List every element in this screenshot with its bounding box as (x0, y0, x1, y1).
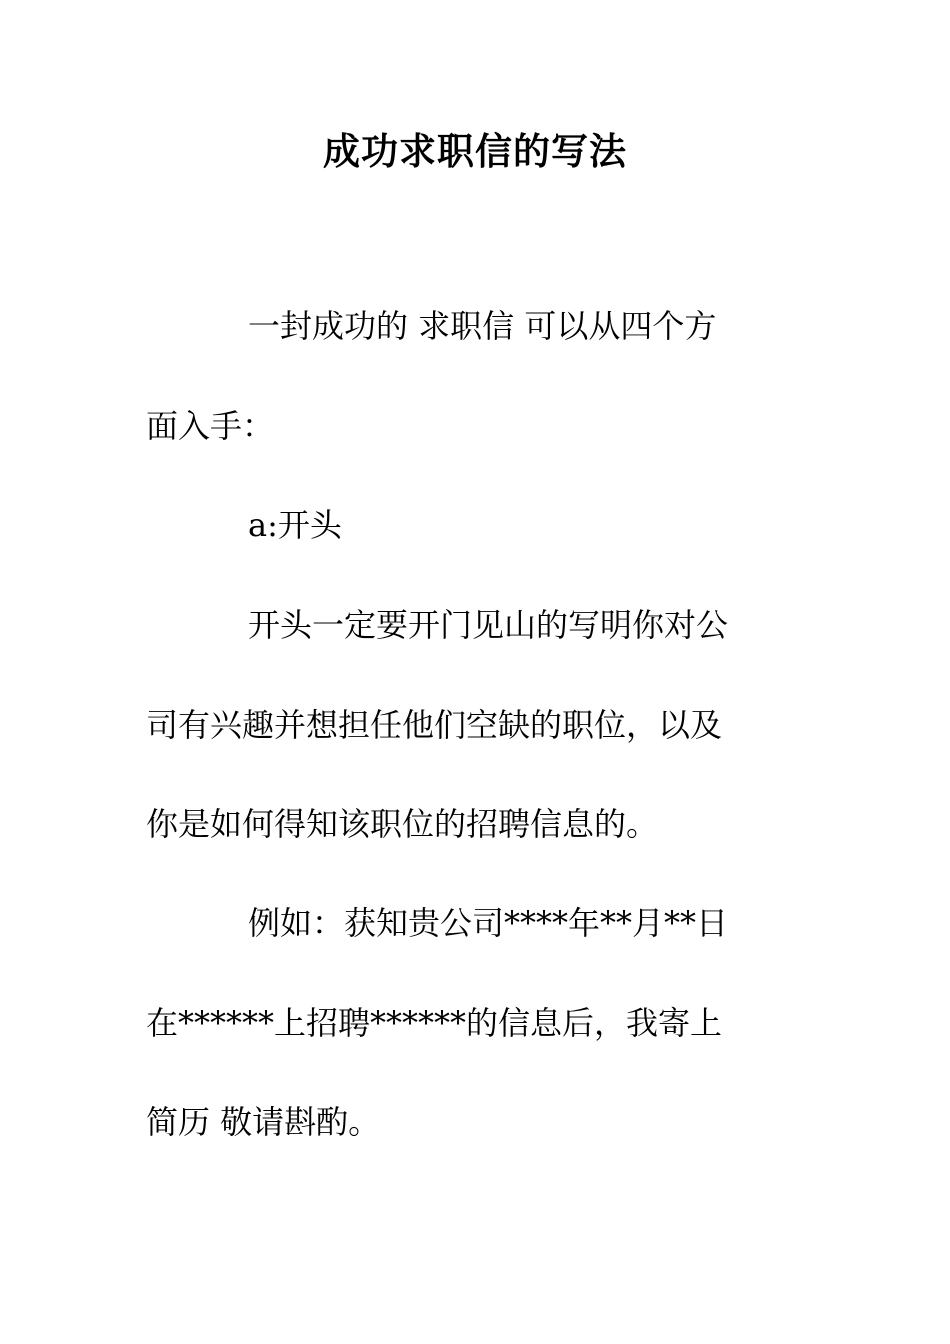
paragraph-line: 在******上招聘******的信息后，我寄上 (146, 1004, 723, 1042)
paragraph-line: 开头一定要开门见山的写明你对公 (248, 606, 729, 644)
paragraph-line: 面入手： (146, 407, 275, 445)
section-heading-line: a:开头 (248, 506, 342, 544)
document-title: 成功求职信的写法 (323, 130, 627, 173)
paragraph-line: 司有兴趣并想担任他们空缺的职位，以及 (146, 706, 723, 744)
paragraph-line: 简历 敬请斟酌。 (146, 1103, 381, 1141)
paragraph-line: 你是如何得知该职位的招聘信息的。 (146, 805, 659, 843)
paragraph-line: 一封成功的 求职信 可以从四个方 (248, 307, 717, 345)
paragraph-line: 例如：获知贵公司****年**月**日 (248, 904, 729, 942)
